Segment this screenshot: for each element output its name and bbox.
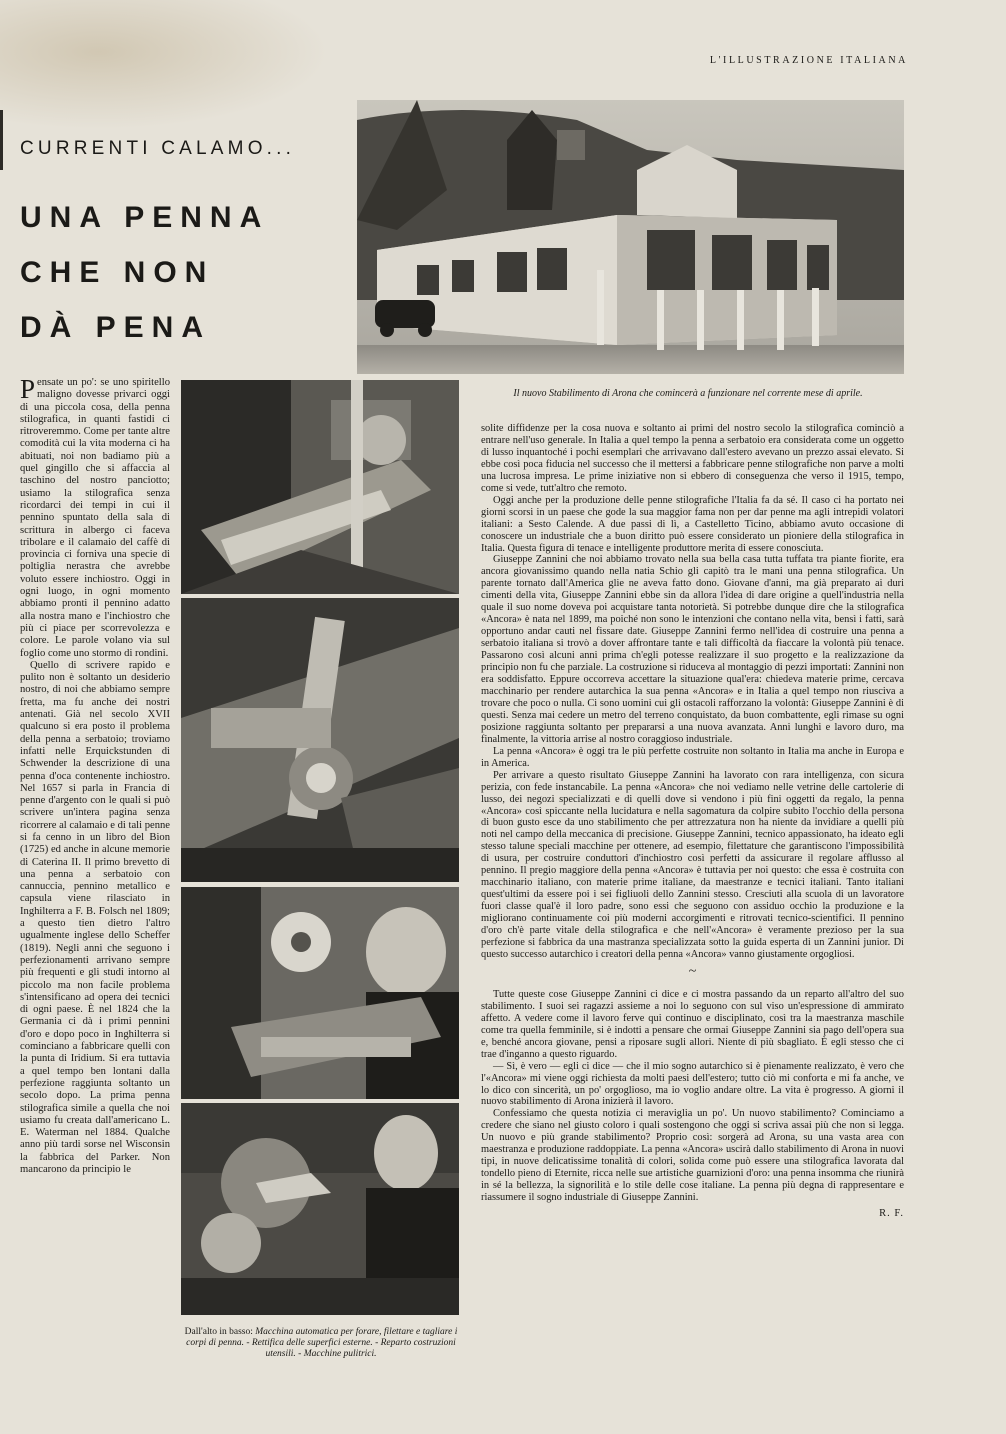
right-paragraph-8: Confessiamo che questa notizia ci meraviglia un po'. Un nuovo stabilimento? Cominciamo a credere che siano nel giusto coloro i quali sostengono che oggi si scriva assai più che non si legga. Un nuovo e più grande stabilimento? Proprio così: sorgerà ad Arona, su una vasta area con maestranza e produzione raddoppiate. La penna «Ancora» uscirà dallo stabilimento di Arona in nuovi tipi, in nuove delicatissime tonalità di colori, solida come può essere una stilografica lavorata dal tondello pieno di Eternite, ricca nelle sue artistiche guarnizioni d'oro: una penna insomma che riunirà in sé la bellezza, la signorilità e lo stile delle cose italiane. La penna più degna di rappresentare e riassumere il sogno industriale di Giuseppe Zannini. [481,1108,904,1204]
factory-photo [357,100,904,374]
right-paragraph-7: — Sì, è vero — egli ci dice — che il mio sogno autarchico si è pienamente realizzato, è vero che l'«Ancora» mi viene oggi richiesta da molti paesi dell'estero; tutto ciò mi conforta e mi fa anche, ve lo dico con sincerità, un po' orgoglioso, ma io voglio andare oltre. La vita è progresso. A giorni il nuovo stabilimento di Arona inizierà il lavoro. [481,1060,904,1108]
running-head: L'ILLUSTRAZIONE ITALIANA [709,55,908,66]
section-separator: ~ [688,963,697,979]
binding-edge [0,110,3,170]
left-paragraph-2: Quello di scrivere rapido e pulito non è soltanto un desiderio nostro, di noi che abbiamo sempre fretta, ma fu anche dei nostri antenati. Già nel secolo XVII qualcuno si era posto il problema della penna a serbatoio; troviamo infatti nelle Erquickstunden di Schwender la descrizione di una penna d'oca contenente inchiostro. Nel 1657 si parla in Francia di penne d'argento con le quali si può scrivere un'intera pagina senza ricorrere al calamaio e di tali penne si fa cenno in un libro del Bion (1725) ed anche in alcune memorie di Caterina II. Il primo brevetto di una penna a serbatoio con cannuccia, pennino metallico e capsula viene rilasciato in Inghilterra a F. B. Folsch nel 1809; a questo tien dietro l'altro ugualmente inglese dello Scheffer (1819). Negli anni che seguono i perfezionamenti arrivano sempre più frequenti e gli studi intorno al piccolo ma non facile problema s'intensificano ad opera dei tecnici di ogni paese. È nel 1824 che la Germania ci dà i primi pennini d'oro e dopo poco in Inghilterra si cominciano a fabbricare quelli con la punta di Iridium. Si era tuttavia a quel tempo ben lontani dalla perfezione raggiunta soltanto un secolo dopo. La prima penna stilografica simile a quella che noi usiamo fu creata dall'americano L. E. Waterman nel 1884. Qualche anno più tardi sorse nel Wisconsin la fabbrica del Parker. Non mancarono da principio le [20,659,170,1175]
right-paragraph-5: Per arrivare a questo risultato Giuseppe Zannini ha lavorato con rara intelligenza, con sicura perizia, con fede instancabile. La penna «Ancora» che noi vediamo nelle vetrine delle cartolerie di lusso, dei negozi specializzati e di quelli dove si vendono i più fini oggetti da regalo, la penna «Ancora» così spiccante nella lucidatura e nella sagomatura da colpire subito l'occhio della persona di buon gusto esce da uno stabilimento che per attrezzatura non ha niente da invidiare a quelli più noti nel campo della meccanica di precisione. Giuseppe Zannini, tecnico appassionato, ha ideato egli stesso talune speciali macchine per ottenere, ad esempio, filettature che garantiscono l'impossibilità di usura, per costruire conduttori d'inchiostro così perfetti da assicurare il regolare afflusso al pennino. Il pregio maggiore della penna «Ancora» è tuttavia per noi questo: che essa è costruita con macchinario italiano, con materie prime italiane, da maestranze e tecnici italiani. Tanto italiani quest'ultimi da essere poi i sei figliuoli dello Zannini stesso. Cresciuti alla scuola di un lavoratore fuori classe qual'è il loro padre, sono essi che seguono con assiduo occhio la produzione e la migliorano continuamente coi più moderni accorgimenti e ritrovati tecnico-scientifici. Il pennino d'oro ch'è parte vitale della stilografica e che nell'«Ancora» è veramente prezioso per la sua perfezione si fabbrica da una mastranza specializzata sotto la guida esperta di un Zannini junior. Di questo successo autarchico i creatori della penna «Ancora» vanno giustamente orgogliosi. [481,769,904,960]
kicker: CURRENTI CALAMO... [20,138,296,159]
drop-cap: P [20,374,36,404]
left-paragraph-1 [20,374,170,660]
machine-photo-toolmaking [181,887,459,1099]
right-column [481,423,904,1220]
right-paragraph-4: La penna «Ancora» è oggi tra le più perfette costruite non soltanto in Italia ma anche in Europa e in America. [481,745,904,769]
caption-factory: Il nuovo Stabilimento di Arona che comincerà a funzionare nel corrente mese di aprile. [513,388,863,399]
machine-photo-polishing [181,1103,459,1315]
headline-line-3: DÀ PENA [20,311,212,344]
caption-machines-text: Macchina automatica per forare, filettare e tagliare i corpi di penna. - Rettifica delle superfici esterne. - Reparto costruzioni utensili. - Macchine pulitrici. [186,1327,458,1359]
caption-machines [183,1327,459,1360]
machine-photo-drilling [181,380,459,594]
headline [20,190,350,355]
left-paragraph-1-text: ensate un po': se uno spiritello maligno dovesse privarci oggi di una piccola cosa, della penna stilografica, in quanti fastidi ci ritroveremmo. Come per tante altre comodità cui la vita moderna ci ha abituati, noi non badiamo più a quel gingillo che si affaccia al taschino del nostro panciotto; usiamo la stilografica senza ricordarci dei tempi in cui il pennino spuntato della sala di scrittura in albergo ci faceva tribolare e il calamaio del caffè di provincia ci forniva una specie di poltiglia nerastra che avrebbe voluto essere inchiostro. Oggi in ogni luogo, in ogni momento abbiamo pronti il pennino adatto alla nostra mano e l'inchiostro che più ci piace per scorrevolezza e colore. Le parole volano via sul foglio come uno stormo di rondini. [20,377,170,659]
paper-stain [0,0,330,130]
author-signature: R. F. [879,1208,904,1220]
right-paragraph-3: Giuseppe Zannini che noi abbiamo trovato nella sua bella casa tutta tuffata tra piante fiorite, era ancora giovanissimo quando nella natia Schio gli capitò tra le mani una penna stilografica. Un parente tornato dall'America glie ne aveva fatto dono. Giovane d'anni, ma già preparato ai duri cimenti della vita, Giuseppe Zannini ebbe sin da allora l'idea di dare origine a quell'industria nella quale il suo nome doveva poi acquistare tanta notorietà. Si potrebbe dunque dire che la stilografica «Ancora» è nata nel 1899, ma poiché non sono le intenzioni che contano nella vita, bensì i fatti, sarà opportuno andar cauti nel fissare date. Giuseppe Zannini fermo nell'idea di costruire una penna a serbatoio italiana si trovò a dover affrontare tante e tali difficoltà da fiaccare la volontà più tenace. Passarono così alcuni anni prima ch'egli potesse realizzare il suo progetto e la realizzazione da principio non fu che parziale. La costruzione si riduceva al montaggio di pezzi importati: Zannini non era soddisfatto. Eppure occorreva accettare la situazione qual'era: chiedeva materie prime, cercava macchinario per rendere autarchica la sua penna «Ancora» e in Italia a quel tempo non riusciva a trovare che poco o nulla. Ci sono uomini cui gli ostacoli rafforzano la volontà: Giuseppe Zannini è di questi. Senza mai cedere un metro del terreno conquistato, da buon combattente, egli rimase su ogni posizione raggiunta soltanto per prepararsi a una nuova avanzata. Anni lunghi e lavoro duro, ma finalmente, la vittoria arrise al nostro coraggioso industriale. [481,554,904,745]
headline-line-1: UNA PENNA [20,201,270,234]
right-paragraph-1: solite diffidenze per la cosa nuova e soltanto ai primi del nostro secolo la stilografica cominciò a entrare nell'uso generale. In Italia a quel tempo la penna a serbatoio era considerata come un oggetto di lusso inquantoché i pochi esemplari che arrivavano dall'estero avevano un prezzo assai elevato. Si ebbe così poca fiducia nel successo che il mettersi a fabbricare penne stilografiche non parve a molti una lucrosa impresa. Le prime iniziative non si ebbero di conseguenza che verso il 1915, tempo, come si vede, tutt'altro che remoto. [481,423,904,494]
left-column [20,374,170,1176]
headline-line-2: CHE NON [20,256,215,289]
caption-machines-lead: Dall'alto in basso: [184,1327,256,1337]
machine-photo-grinding [181,598,459,882]
right-paragraph-6: Tutte queste cose Giuseppe Zannini ci dice e ci mostra passando da un reparto all'altro del suo stabilimento. I suoi sei ragazzi assieme a noi lo seguono con sul viso un'espressione di ammirato affetto. A vedere come il lavoro ferve qui continuo e disciplinato, così tra la maestranza maschile come tra quella femminile, si è indotti a pensare che ormai Giuseppe Zannini sia pago dell'opera sua e, benché ancora giovane, pensi a riposare sugli allori. Niente di più sbagliato. È egli stesso che ci trae d'inganno a questo riguardo. [481,988,904,1060]
right-paragraph-2: Oggi anche per la produzione delle penne stilografiche l'Italia fa da sé. Il caso ci ha portato nei giorni scorsi in un paese che gode la sua maggior fama non per dar penne ma agli intrepidi volatori italiani: a Sesto Calende. A due passi di lì, a Castelletto Ticino, abbiamo avuto occasione di conoscere un industriale che a buon diritto può essere considerato un pioniere della stilografica in Italia. Questa figura di tenace e intelligente produttore merita di essere conosciuta. [481,494,904,554]
